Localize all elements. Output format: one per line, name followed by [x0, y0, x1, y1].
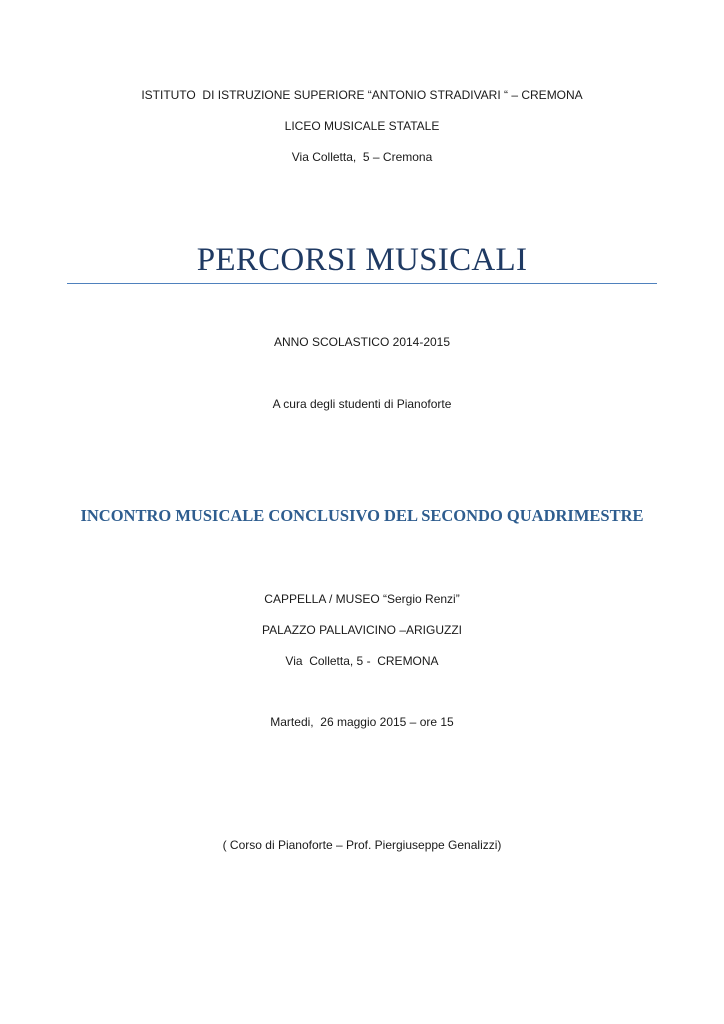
event-datetime: Martedi, 26 maggio 2015 – ore 15 [270, 715, 454, 729]
page-title: PERCORSI MUSICALI [196, 242, 528, 278]
school-name: LICEO MUSICALE STATALE [284, 119, 440, 133]
venue-palace: PALAZZO PALLAVICINO –ARIGUZZI [261, 623, 463, 637]
venue-chapel: CAPPELLA / MUSEO “Sergio Renzi” [264, 592, 460, 606]
school-year: ANNO SCOLASTICO 2014-2015 [273, 335, 451, 349]
curated-by: A cura degli studenti di Pianoforte [272, 397, 452, 411]
event-title: INCONTRO MUSICALE CONCLUSIVO DEL SECONDO QUADRIMESTRE [80, 506, 644, 525]
school-address: Via Colletta, 5 – Cremona [291, 150, 433, 164]
venue-address: Via Colletta, 5 - CREMONA [285, 654, 439, 668]
course-note: ( Corso di Pianoforte – Prof. Piergiuseppe Genalizzi) [222, 838, 502, 852]
title-divider [67, 283, 657, 284]
institute-name: ISTITUTO DI ISTRUZIONE SUPERIORE “ANTONIO STRADIVARI “ – CREMONA [141, 88, 583, 102]
